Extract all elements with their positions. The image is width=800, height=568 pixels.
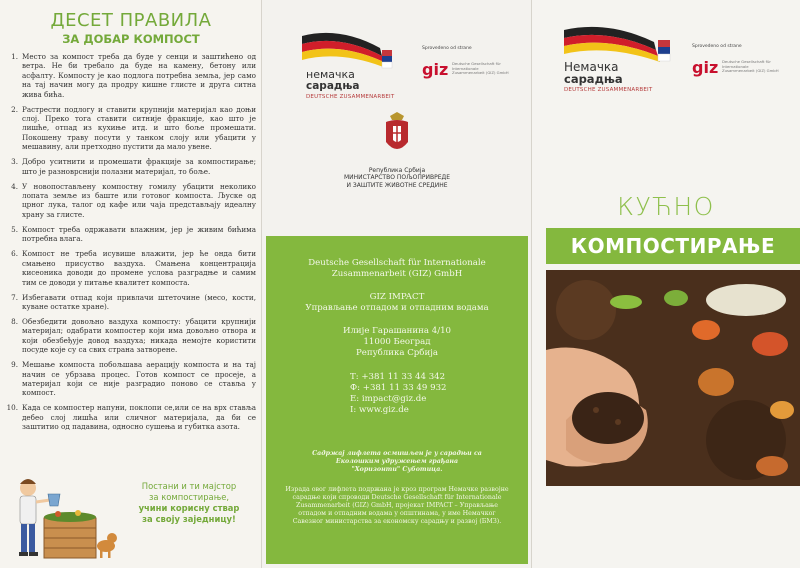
title-home: КУЋНО xyxy=(617,192,715,221)
sponsored-label: Sprovedeno od strane xyxy=(692,44,742,49)
contact-box xyxy=(266,236,528,564)
rule-item xyxy=(6,225,256,244)
left-panel xyxy=(0,0,262,568)
address-line: 11000 Београд xyxy=(363,337,431,347)
right-panel xyxy=(532,0,800,568)
rule-number: 8. xyxy=(11,316,18,326)
tagline-line: за своју заједницу! xyxy=(142,514,236,524)
note-line: "Хоризонти" Суботица. xyxy=(351,466,443,473)
contact-email[interactable]: Е: impact@giz.de xyxy=(350,394,427,404)
partner-name-line1: немачка xyxy=(306,68,355,81)
rule-number: 2. xyxy=(11,104,18,114)
note-line: Еколошким удружењем грађана xyxy=(335,458,459,465)
rule-text: Место за компост треба да буде у сенци и заштићено од ветра. Не би требало да буде на камену, бетону или асфалту. Компосту је као подлога потребна земља, јер само на тај начин могу да продру кишне глисте и друга ситна жива бића. xyxy=(22,52,256,99)
funding-text: Израда овог лифлета подржана је кроз програм Немачке развојне сарадње који спроводи Deutsche Gesellschaft für Internationale Zusammenarbeit (GIZ) GmbH, пројекат IMPACT – Управљање отпадом и отпадним водама у општинама, у име Немачког Савезног министарства за економску сарадњу и развој (БМЗ). xyxy=(285,486,509,525)
title-composting: КОМПОСТИРАЊЕ xyxy=(570,234,776,258)
gardener-illustration xyxy=(8,470,118,562)
rule-number: 10. xyxy=(6,403,18,413)
rule-number: 5. xyxy=(11,224,18,234)
partner-name-line3: DEUTSCHE ZUSAMMENARBEIT xyxy=(306,94,395,100)
rule-text: Када се компостер напуни, поклопи се,или се на врх ставља дебео слој лишћа или сличног материјала, да би се заштитио од падавина, односно сушења и губитка азота. xyxy=(22,403,256,432)
ministry-line: Република Србија xyxy=(368,167,426,174)
rule-item xyxy=(6,317,256,355)
giz-full-name: Deutsche Gesellschaft für Internationale Zusammenarbeit (GIZ) GmbH xyxy=(452,61,509,76)
title-band xyxy=(546,228,800,264)
rules-title: ДЕСЕТ ПРАВИЛА xyxy=(50,10,212,31)
program-name: GIZ IMPACT xyxy=(369,292,425,302)
rule-number: 6. xyxy=(11,249,18,259)
rule-number: 3. xyxy=(11,157,18,167)
giz-logo: giz xyxy=(422,60,449,79)
giz-full-name: Deutsche Gesellschaft für Internationale Zusammenarbeit (GIZ) GmbH xyxy=(722,59,779,74)
rule-item xyxy=(6,249,256,287)
rules-subtitle: ЗА ДОБАР КОМПОСТ xyxy=(62,32,200,46)
compost-hands-photo xyxy=(546,270,800,486)
middle-panel xyxy=(262,0,532,568)
ministry-line: МИНИСТАРСТВО ПОЉОПРИВРЕДЕ xyxy=(344,174,450,182)
partner-name-line2: сарадња xyxy=(564,72,623,86)
contact-phone: Т: +381 11 33 44 342 xyxy=(350,372,446,382)
german-flag-swoosh-logo xyxy=(300,26,396,70)
german-flag-swoosh-logo xyxy=(562,20,672,64)
contact-fax: Ф: +381 11 33 49 932 xyxy=(350,383,447,393)
org-name-line2: Zusammenarbeit (GIZ) GmbH xyxy=(331,269,463,279)
ministry-text xyxy=(262,167,532,189)
rule-number: 9. xyxy=(11,360,18,370)
rule-text: Мешање компоста побољшава аерацију компоста и на тај начин се убрзава процес. Готов компост се просеје, а материјал који се није разградио поново се ставља у компост. xyxy=(22,360,256,398)
tagline-line: учини корисну ствар xyxy=(138,503,240,513)
sponsored-label: Sprovedeno od strane xyxy=(422,46,472,51)
rule-text: Растрести подлогу и ставити крупнији материјал као доњи слој. Преко тога ставити ситније фракције, као што је лишће, отпад из кухиње итд. и што боље промешати. Покошену траву посути у танком слоју или убацити у мешавину, али претходно пустити да мало увене. xyxy=(22,104,256,152)
rule-number: 7. xyxy=(11,292,18,302)
rule-item xyxy=(6,157,256,176)
rule-number: 1. xyxy=(11,52,18,61)
rule-text: Избегавати отпад који привлачи штеточине (месо, кости, куване остатке хране). xyxy=(22,292,256,311)
org-name-line1: Deutsche Gesellschaft für Internationale xyxy=(308,258,486,268)
partner-name-line3: DEUTSCHE ZUSAMMENARBEIT xyxy=(564,87,653,93)
serbian-coat-of-arms-icon xyxy=(384,112,410,160)
rule-text: Обезбедити довољно ваздуха компосту: убацити крупнији материјал; одабрати компостер који има довољно отвора и који обезбеђује довод ваздуха; никада немојте користити посуде које су са свих страна затворене. xyxy=(22,316,256,355)
rule-item xyxy=(6,293,256,312)
ministry-line: И ЗАШТИТЕ ЖИВОТНЕ СРЕДИНЕ xyxy=(346,181,448,189)
partner-name-line1: Немачка xyxy=(564,60,619,74)
tagline-line: за компостирање, xyxy=(148,492,230,502)
rule-item xyxy=(6,182,256,220)
rule-text: Компост не треба исувише влажити, јер ће онда бити смањено присуство ваздуха. Смањена концентрација кисеоника доводи до промене услова разградње и самим тим се доводи у питање квалитет компоста. xyxy=(22,249,256,287)
giz-logo: giz xyxy=(692,58,719,77)
tagline-line: Постани и ти мајстор xyxy=(141,481,237,491)
contact-website[interactable]: I: www.giz.de xyxy=(350,405,409,415)
rule-text: Компост треба одржавати влажним, јер је живим бићима потребна влага. xyxy=(22,224,256,244)
rules-list xyxy=(6,52,256,437)
rule-item xyxy=(6,360,256,398)
partner-name-line2: сарадња xyxy=(306,80,360,92)
program-desc: Управљање отпадом и отпадним водама xyxy=(305,303,489,313)
rule-item xyxy=(6,403,256,431)
address-line: Илије Гарашанина 4/10 xyxy=(342,326,452,336)
rule-text: Добро уситнити и промешати фракције за компостирање; што је разноврснији полазни материјал, то боље. xyxy=(22,157,256,176)
rule-number: 4. xyxy=(11,181,18,191)
note-line: Садржај лифлета осмишљен је у сарадњи са xyxy=(312,450,482,457)
rule-item xyxy=(6,105,256,152)
rule-text: У новопостављену компостну гомилу убацити неколико лопата земље из баште или готовог компоста. Љуске од црног лука, талог од кафе или чаја представљају идеалну храну за глисте. xyxy=(22,181,256,219)
address-line: Република Србија xyxy=(355,348,438,358)
tagline xyxy=(120,481,258,525)
compost-photo-image xyxy=(546,270,800,486)
rule-item xyxy=(6,52,256,99)
